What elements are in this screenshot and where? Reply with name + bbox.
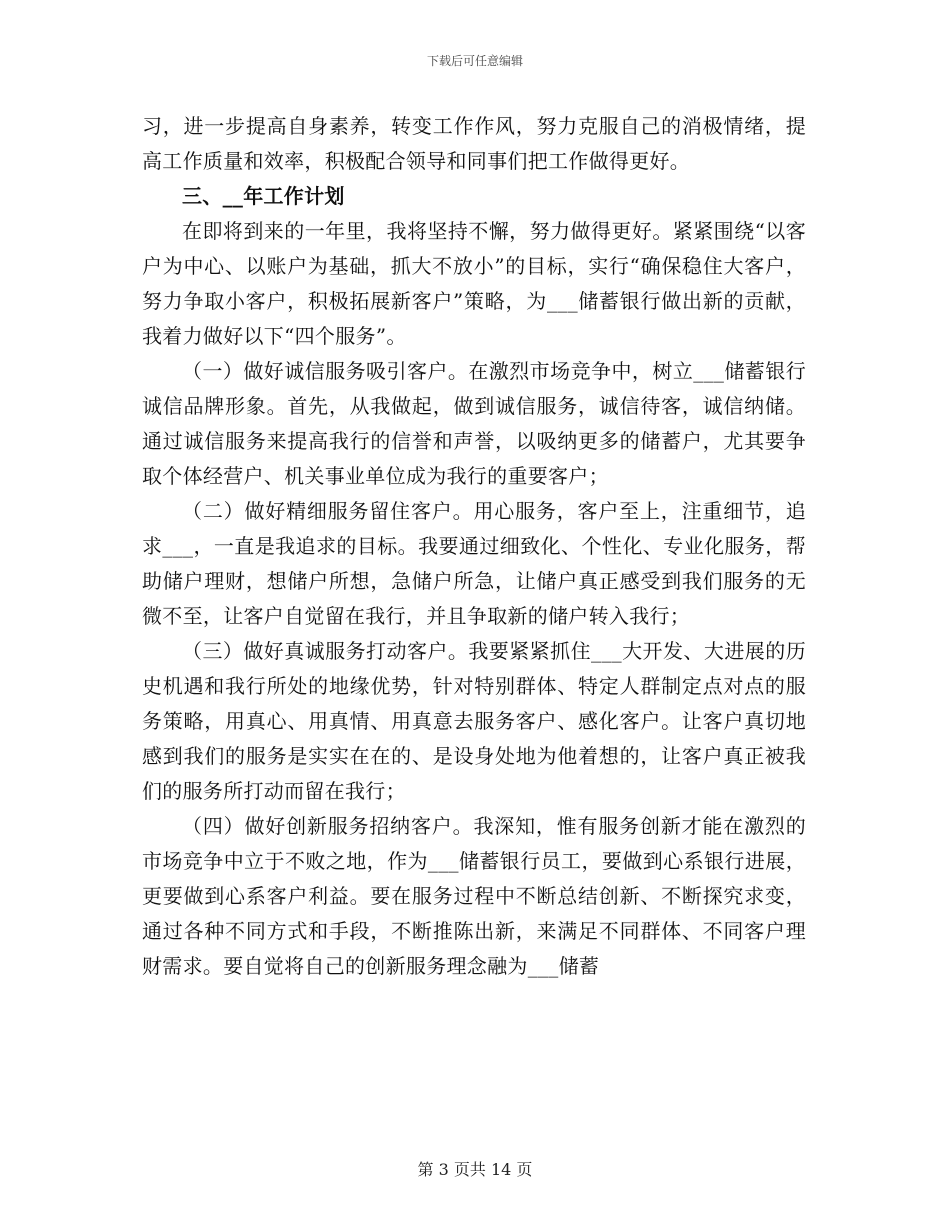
paragraph-item-1: （一）做好诚信服务吸引客户。在激烈市场竞争中，树立___储蓄银行诚信品牌形象。首先，从我做起，做到诚信服务，诚信待客，诚信纳储。通过诚信服务来提高我行的信誉和声誉，以吸纳更多的储蓄户，尤其要争取个体经营户、机关事业单位成为我行的重要客户； — [142, 359, 806, 488]
paragraph-item-2: （二）做好精细服务留住客户。用心服务，客户至上，注重细节，追求___，一直是我追求的目标。我要通过细致化、个性化、专业化服务，帮助储户理财，想储户所想，急储户所急，让储户真正感受到我们服务的无微不至，让客户自觉留在我行，并且争取新的储户转入我行； — [142, 499, 806, 628]
page-footer: 第 3 页共 14 页 — [417, 1160, 533, 1179]
document-body — [142, 109, 806, 984]
page-header: 下载后可任意编辑 — [426, 54, 523, 68]
paragraph-item-3: （三）做好真诚服务打动客户。我要紧紧抓住___大开发、大进展的历史机遇和我行所处的地缘优势，针对特别群体、特定人群制定点对点的服务策略，用真心、用真情、用真意去服务客户、感化客户。让客户真切地感到我们的服务是实实在在的、是设身处地为他着想的，让客户真正被我们的服务所打动而留在我行； — [142, 639, 806, 803]
paragraph-continuation: 习，进一步提高自身素养，转变工作作风，努力克服自己的消极情绪，提高工作质量和效率，积极配合领导和同事们把工作做得更好。 — [142, 114, 806, 173]
section-heading: 三、__年工作计划 — [182, 184, 345, 208]
paragraph-item-4: （四）做好创新服务招纳客户。我深知，惟有服务创新才能在激烈的市场竞争中立于不败之地，作为___储蓄银行员工，要做到心系银行进展，更要做到心系客户利益。要在服务过程中不断总结创新、不断探究求变，通过各种不同方式和手段，不断推陈出新，来满足不同群体、不同客户理财需求。要自觉将自己的创新服务理念融为___储蓄 — [142, 814, 806, 978]
paragraph-intro: 在即将到来的一年里，我将坚持不懈，努力做得更好。紧紧围绕“以客户为中心、以账户为基础，抓大不放小”的目标，实行“确保稳住大客户，努力争取小客户，积极拓展新客户”策略，为___储蓄银行做出新的贡献，我着力做好以下“四个服务”。 — [142, 219, 806, 348]
